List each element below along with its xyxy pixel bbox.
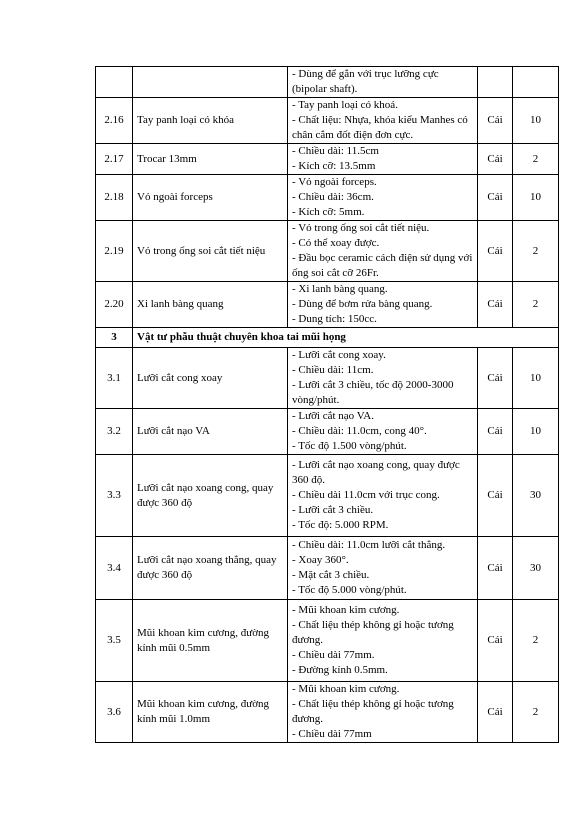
item-unit: Cái — [478, 348, 513, 409]
item-number: 2.18 — [96, 175, 133, 221]
table-row — [96, 221, 559, 282]
item-number: 3.2 — [96, 409, 133, 455]
item-description — [288, 221, 478, 282]
description-line: - Lưỡi cắt 3 chiều, tốc độ 2000-3000 vòng/phút. — [292, 379, 454, 406]
description-line: - Lưỡi cắt nạo VA. — [292, 410, 374, 422]
table-row — [96, 98, 559, 144]
item-unit: Cái — [478, 600, 513, 682]
item-number: 3.3 — [96, 455, 133, 537]
item-number: 2.16 — [96, 98, 133, 144]
item-description — [288, 348, 478, 409]
description-line: - Chiều dài: 11cm. — [292, 364, 374, 376]
item-description — [288, 67, 478, 98]
description-line: - Chiều dài: 11.0cm lưỡi cắt thẳng. — [292, 539, 446, 551]
item-name: Trocar 13mm — [133, 144, 288, 175]
description-line: - Lưỡi cắt nạo xoang cong, quay được 360 độ. — [292, 459, 460, 486]
description-line: - Xi lanh bàng quang. — [292, 283, 388, 295]
item-quantity: 10 — [513, 348, 559, 409]
item-unit — [478, 67, 513, 98]
description-line: - Tốc độ 1.500 vòng/phút. — [292, 440, 407, 452]
description-line: - Mũi khoan kim cương. — [292, 683, 400, 695]
description-line: - Dùng để bơm rửa bàng quang. — [292, 298, 433, 310]
description-line: - Chất liệu thép không gỉ hoặc tương đương. — [292, 619, 454, 646]
table-row — [96, 144, 559, 175]
item-quantity: 30 — [513, 537, 559, 600]
item-number: 3.5 — [96, 600, 133, 682]
item-quantity: 2 — [513, 282, 559, 328]
item-unit: Cái — [478, 98, 513, 144]
item-number: 2.17 — [96, 144, 133, 175]
description-line: - Lưỡi cắt 3 chiều. — [292, 504, 374, 516]
item-number: 3.6 — [96, 682, 133, 743]
item-name: Lưỡi cắt nạo VA — [133, 409, 288, 455]
description-line: - Xoay 360°. — [292, 554, 349, 566]
table-row — [96, 67, 559, 98]
item-description — [288, 455, 478, 537]
description-line: - Chiều dài 11.0cm với trục cong. — [292, 489, 440, 501]
description-line: - Chất liệu: Nhựa, khóa kiểu Manhes có chân cắm đốt điện đơn cực. — [292, 114, 468, 141]
table-row — [96, 175, 559, 221]
item-number — [96, 67, 133, 98]
description-line: - Vỏ trong ống soi cắt tiết niệu. — [292, 222, 430, 234]
description-line: - Lưỡi cắt cong xoay. — [292, 349, 386, 361]
description-line: - Chiều dài: 36cm. — [292, 191, 374, 203]
item-unit: Cái — [478, 455, 513, 537]
section-number: 3 — [96, 328, 133, 348]
item-name: Lưỡi cắt cong xoay — [133, 348, 288, 409]
item-description — [288, 682, 478, 743]
item-quantity: 2 — [513, 221, 559, 282]
item-name: Lưỡi cắt nạo xoang cong, quay được 360 độ — [133, 455, 288, 537]
description-line: - Tay panh loại có khoá. — [292, 99, 398, 111]
item-unit: Cái — [478, 282, 513, 328]
description-line: - Tốc độ: 5.000 RPM. — [292, 519, 389, 531]
description-line: - Tốc độ 5.000 vòng/phút. — [292, 584, 407, 596]
item-unit: Cái — [478, 144, 513, 175]
item-description — [288, 144, 478, 175]
item-unit: Cái — [478, 409, 513, 455]
section-title: Vật tư phẫu thuật chuyên khoa tai mũi họng — [133, 328, 559, 348]
item-name: Mũi khoan kim cương, đường kính mũi 0.5mm — [133, 600, 288, 682]
item-number: 3.1 — [96, 348, 133, 409]
description-line: - Dung tích: 150cc. — [292, 313, 377, 325]
table-row — [96, 282, 559, 328]
item-quantity: 10 — [513, 175, 559, 221]
item-unit: Cái — [478, 537, 513, 600]
item-quantity: 10 — [513, 98, 559, 144]
description-line: - Đầu bọc ceramic cách điện sử dụng với ống soi cắt cỡ 26Fr. — [292, 252, 473, 279]
item-quantity: 2 — [513, 144, 559, 175]
description-line: - Kích cỡ: 5mm. — [292, 206, 365, 218]
section-header-row — [96, 328, 559, 348]
item-name — [133, 67, 288, 98]
item-quantity — [513, 67, 559, 98]
description-line: - Chiều dài: 11.0cm, cong 40°. — [292, 425, 427, 437]
item-quantity: 10 — [513, 409, 559, 455]
description-line: - Kích cỡ: 13.5mm — [292, 160, 376, 172]
item-name: Vỏ ngoài forceps — [133, 175, 288, 221]
description-line: - Chiều dài 77mm — [292, 728, 372, 740]
item-name: Tay panh loại có khóa — [133, 98, 288, 144]
item-unit: Cái — [478, 682, 513, 743]
item-description — [288, 282, 478, 328]
item-description — [288, 409, 478, 455]
item-name: Mũi khoan kim cương, đường kính mũi 1.0mm — [133, 682, 288, 743]
item-name: Vỏ trong ống soi cắt tiết niệu — [133, 221, 288, 282]
table-row — [96, 348, 559, 409]
item-unit: Cái — [478, 221, 513, 282]
description-line: - Mặt cắt 3 chiều. — [292, 569, 370, 581]
table-row — [96, 682, 559, 743]
description-line: - Có thể xoay được. — [292, 237, 380, 249]
description-line: - Đường kính 0.5mm. — [292, 664, 388, 676]
description-line: - Mũi khoan kim cương. — [292, 604, 400, 616]
item-description — [288, 600, 478, 682]
description-line: - Dùng để gắn với trục lưỡng cực (bipolar shaft). — [292, 68, 439, 95]
item-number: 2.19 — [96, 221, 133, 282]
item-quantity: 30 — [513, 455, 559, 537]
description-line: - Chiều dài 77mm. — [292, 649, 375, 661]
table-row — [96, 455, 559, 537]
item-name: Xi lanh bàng quang — [133, 282, 288, 328]
description-line: - Vỏ ngoài forceps. — [292, 176, 377, 188]
item-number: 2.20 — [96, 282, 133, 328]
item-number: 3.4 — [96, 537, 133, 600]
description-line: - Chất liệu thép không gỉ hoặc tương đương. — [292, 698, 454, 725]
item-unit: Cái — [478, 175, 513, 221]
item-name: Lưỡi cắt nạo xoang thẳng, quay được 360 độ — [133, 537, 288, 600]
item-quantity: 2 — [513, 682, 559, 743]
table-row — [96, 409, 559, 455]
item-description — [288, 98, 478, 144]
table-row — [96, 537, 559, 600]
item-description — [288, 537, 478, 600]
equipment-spec-table — [95, 66, 559, 743]
item-quantity: 2 — [513, 600, 559, 682]
table-body — [96, 67, 559, 743]
item-description — [288, 175, 478, 221]
description-line: - Chiều dài: 11.5cm — [292, 145, 379, 157]
table-row — [96, 600, 559, 682]
